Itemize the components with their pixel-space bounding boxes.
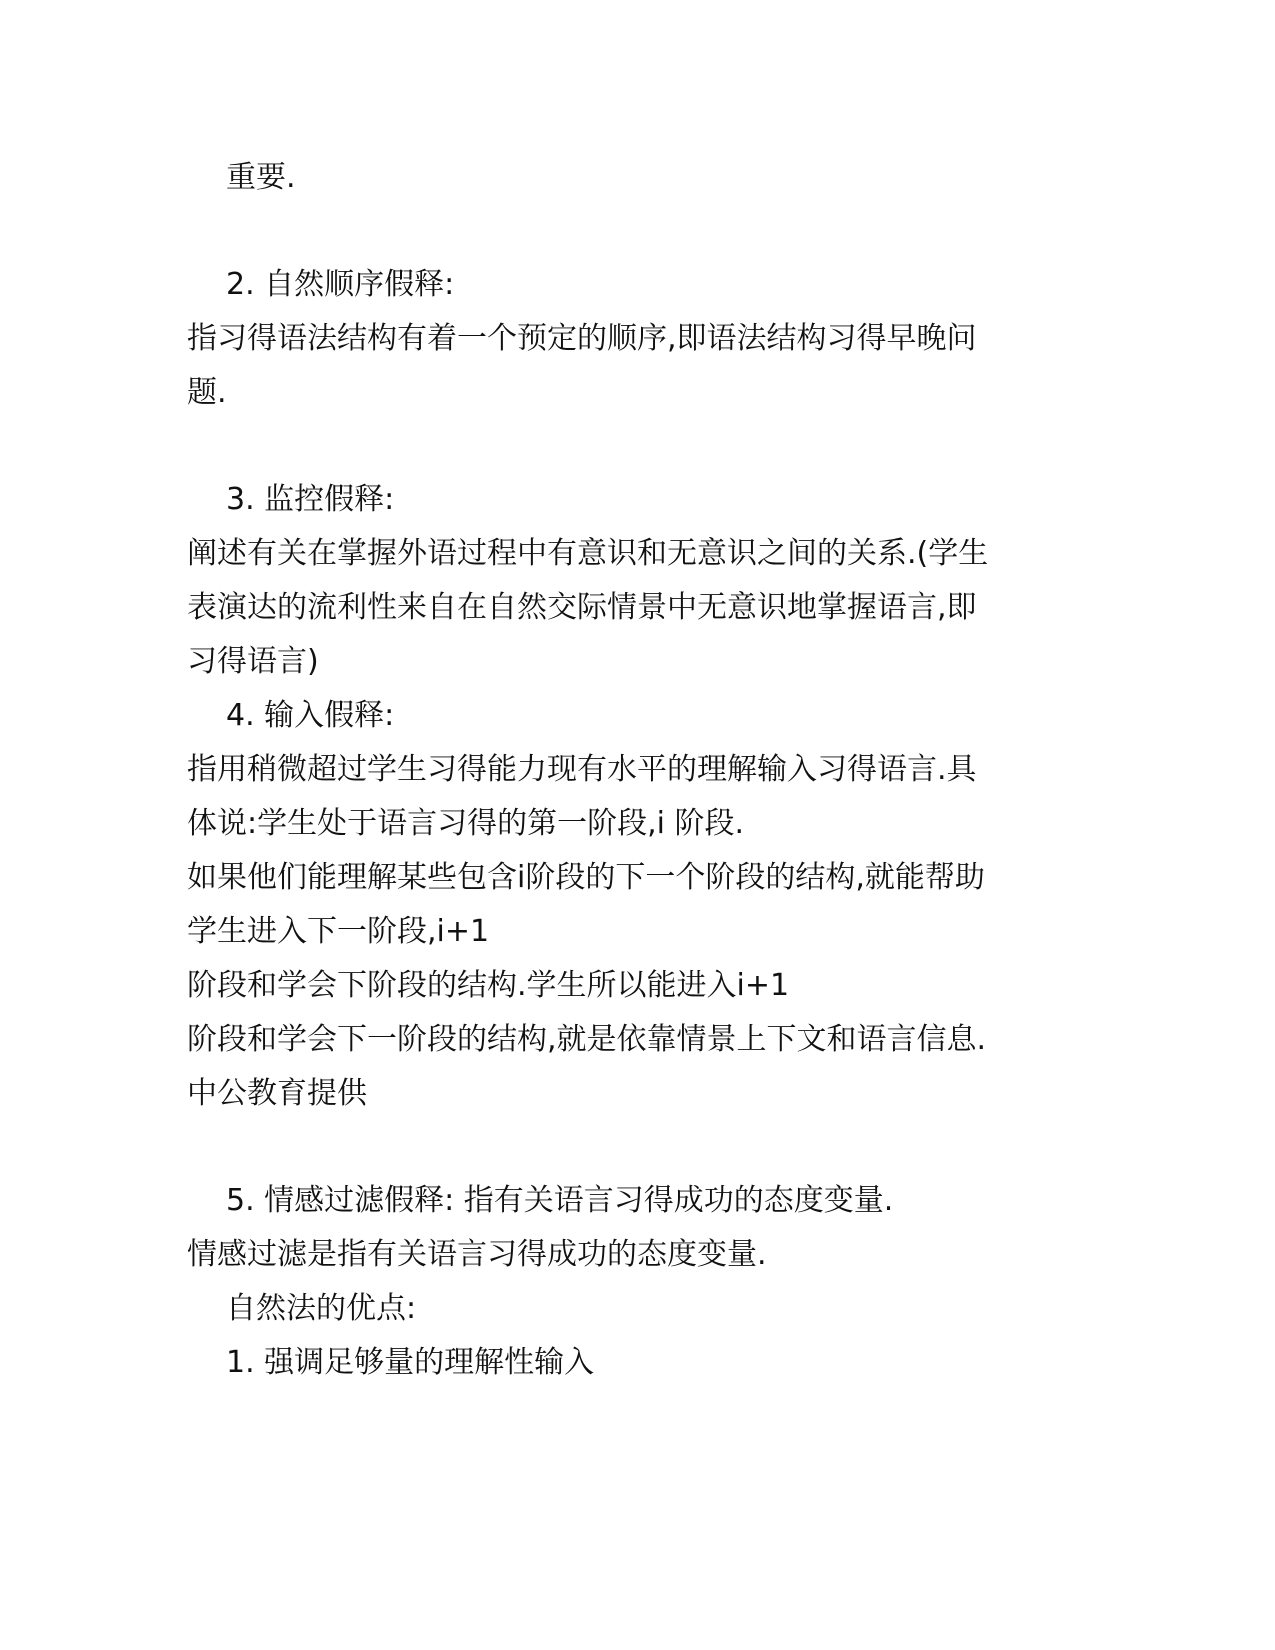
paragraph-line: 如果他们能理解某些包含i阶段的下一个阶段的结构,就能帮助 <box>187 860 985 895</box>
paragraph-line: 阶段和学会下阶段的结构.学生所以能进入i+1 <box>187 968 790 1003</box>
list-item: 1. 强调足够量的理解性输入 <box>226 1345 595 1380</box>
paragraph-line: 学生进入下一阶段,i+1 <box>187 914 490 949</box>
paragraph-line: 指用稍微超过学生习得能力现有水平的理解输入习得语言.具 <box>187 752 977 787</box>
text-line-continuation: 重要. <box>226 160 296 195</box>
paragraph-line: 阶段和学会下一阶段的结构,就是依靠情景上下文和语言信息. <box>187 1022 987 1057</box>
paragraph-line: 体说:学生处于语言习得的第一阶段,i 阶段. <box>187 806 745 841</box>
paragraph-line: 表演达的流利性来自在自然交际情景中无意识地掌握语言,即 <box>187 590 977 625</box>
paragraph-line: 阐述有关在掌握外语过程中有意识和无意识之间的关系.(学生 <box>187 536 989 571</box>
heading-input-hypothesis: 4. 输入假释: <box>226 698 395 733</box>
paragraph-line: 题. <box>187 375 227 410</box>
paragraph-line: 情感过滤是指有关语言习得成功的态度变量. <box>187 1237 767 1272</box>
heading-natural-approach-advantages: 自然法的优点: <box>226 1291 417 1326</box>
paragraph-line: 指习得语法结构有着一个预定的顺序,即语法结构习得早晚问 <box>187 321 977 356</box>
heading-monitor-hypothesis: 3. 监控假释: <box>226 482 395 517</box>
heading-affective-filter-hypothesis: 5. 情感过滤假释: 指有关语言习得成功的态度变量. <box>226 1183 894 1218</box>
heading-natural-order-hypothesis: 2. 自然顺序假释: <box>226 267 455 302</box>
source-credit: 中公教育提供 <box>187 1076 367 1111</box>
paragraph-line: 习得语言) <box>187 644 319 679</box>
